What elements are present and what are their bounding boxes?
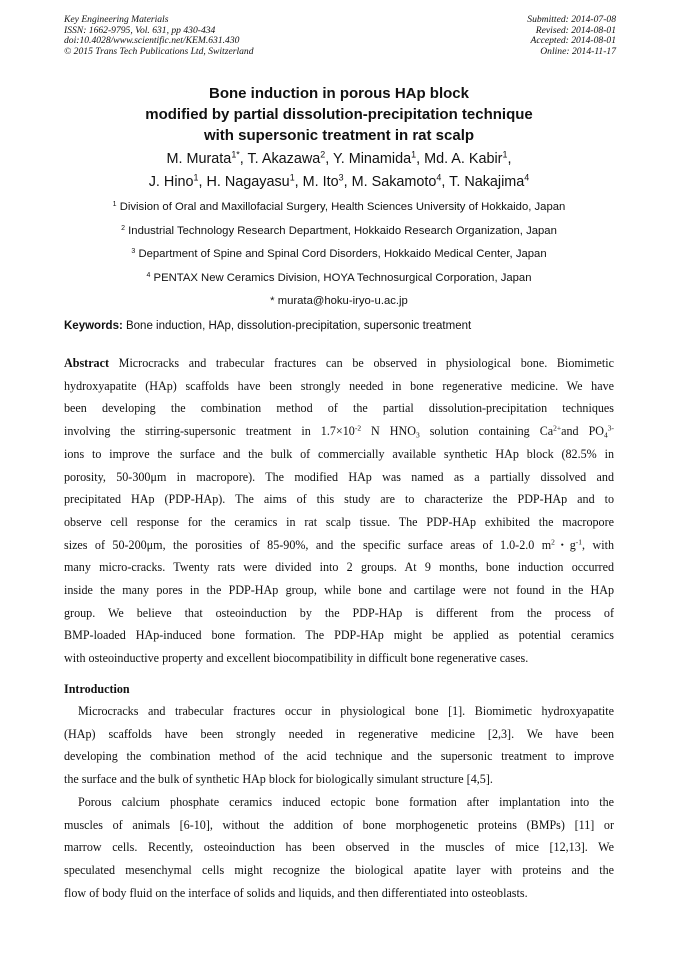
subscript: 4 — [604, 430, 608, 440]
author-name: M. Murata — [166, 151, 232, 167]
affiliation-text: Department of Spine and Spinal Cord Disorders, Hokkaido Medical Center, Japan — [138, 248, 547, 260]
abstract-text: and PO — [561, 424, 605, 439]
abstract-text: Microcracks and trabecular fractures can be observed in physiological bone. Biomimetic — [109, 356, 614, 370]
author-list — [0, 148, 678, 194]
paragraph-line: muscles of animals [6-10], without the addition of bone morphogenetic proteins (BMPs) [11] or — [64, 817, 614, 832]
keywords — [64, 318, 624, 334]
author-separator: , — [198, 174, 207, 190]
abstract-line — [64, 420, 614, 443]
subscript: 3 — [415, 430, 420, 440]
date-online: Online: 2014-11-17 — [540, 45, 616, 57]
title-line: modified by partial dissolution-precipitation technique — [145, 106, 533, 123]
exponent: 2 — [551, 537, 555, 547]
affiliation — [0, 196, 678, 220]
author-separator: , — [325, 151, 333, 167]
abstract-line: hydroxyapatite (HAp) scaffolds have been strongly needed in bone regenerative medicine. We have — [64, 378, 614, 393]
author-affil-mark: 4 — [436, 172, 442, 183]
abstract-line: group. We believe that osteoinduction by the PDP-HAp is different from the process of — [64, 605, 614, 620]
abstract-text: N HNO — [361, 424, 416, 439]
affiliation — [0, 267, 678, 291]
abstract-line: BMP-loaded HAp-induced bone formation. The PDP-HAp might be applied as potential ceramics — [64, 628, 614, 643]
affiliation-number: 1 — [112, 200, 117, 208]
paragraph-line: Porous calcium phosphate ceramics induced ectopic bone formation after implantation into the — [78, 794, 614, 809]
author-affil-mark: 3 — [338, 172, 344, 183]
author-separator: , — [507, 151, 512, 167]
paragraph-line: the surface and the bulk of synthetic HAp block for biologically simulant structure [4,5]. — [64, 772, 493, 787]
abstract-line: been developing the combination method of the partial dissolution-precipitation techniques — [64, 401, 614, 416]
author-separator: , — [441, 174, 450, 190]
author-separator: , — [294, 174, 303, 190]
paragraph-line: developing the combination method of the acid technique and the supersonic treatment to improve — [64, 749, 614, 764]
affiliation-number: 3 — [131, 247, 136, 255]
abstract-text: , with — [582, 537, 614, 552]
section-heading-introduction: Introduction — [64, 682, 130, 696]
author-name: T. Akazawa — [247, 151, 321, 167]
affiliation-number: 4 — [146, 271, 151, 279]
abstract-text: ･g — [554, 537, 576, 552]
author-affil-mark: 1 — [289, 172, 295, 183]
author-affil-mark: 2 — [320, 149, 326, 160]
author-affil-mark: 1 — [193, 172, 199, 183]
journal-issn: ISSN: 1662-9795, Vol. 631, pp 430-434 — [64, 24, 216, 36]
abstract-line — [64, 534, 614, 557]
author-name: Y. Minamida — [333, 151, 412, 167]
journal-copyright: © 2015 Trans Tech Publications Ltd, Switzerland — [64, 45, 254, 57]
abstract-line: ions to improve the surface and the bulk of commercially available synthetic HAp block (82.5% in — [64, 446, 614, 461]
affiliation-list — [0, 196, 678, 314]
author-name: T. Nakajima — [449, 174, 525, 190]
affiliation-number: 2 — [121, 224, 126, 232]
affiliation-text: Division of Oral and Maxillofacial Surgery, Health Sciences University of Hokkaido, Japan — [119, 201, 566, 213]
author-name: J. Hino — [148, 174, 194, 190]
author-separator: , — [343, 174, 352, 190]
affiliation — [0, 243, 678, 267]
date-submitted: Submitted: 2014-07-08 — [527, 14, 616, 25]
affiliation-text: Industrial Technology Research Department, Hokkaido Research Organization, Japan — [128, 224, 557, 237]
abstract-line: many micro-cracks. Twenty rats were divided into 2 groups. At 9 months, bone induction occurred — [64, 560, 614, 575]
date-revised: Revised: 2014-08-01 — [535, 24, 616, 36]
paragraph-line: speculated mesenchymal cells might recognize the biological apatite layer with proteins and the — [64, 862, 614, 877]
affiliation-text: PENTAX New Ceramics Division, HOYA Technosurgical Corporation, Japan — [153, 271, 532, 284]
author-affil-mark: 4 — [524, 172, 530, 183]
author-affil-mark: 1* — [231, 149, 240, 160]
abstract-line: porosity, 50-300μm in macropore). The modified HAp was named as a partially dissolved and — [64, 469, 614, 484]
author-separator: , — [416, 151, 425, 167]
abstract-line: with osteoinductive property and excellent biocompatibility in difficult bone regenerative cases. — [64, 651, 529, 666]
paragraph-line: flow of body fluid on the interface of solids and liquids, and then differentiated into osteoblasts. — [64, 885, 528, 900]
journal-info — [64, 15, 254, 57]
journal-name: Key Engineering Materials — [64, 14, 169, 25]
abstract-line — [64, 352, 614, 375]
date-accepted: Accepted: 2014-08-01 — [530, 35, 616, 47]
author-line — [0, 148, 678, 171]
paragraph-line: (HAp) scaffolds have been strongly needed in regenerative medicine [2,3]. We have been — [64, 726, 614, 741]
abstract-line: inside the many pores in the PDP-HAp group, while bone and cartilage were not found in the HAp — [64, 583, 614, 598]
author-affil-mark: 1 — [411, 149, 417, 160]
author-name: Md. A. Kabir — [424, 151, 503, 167]
paragraph-line: marrow cells. Recently, osteoinduction has been observed in the muscles of mice [12,13]. We — [64, 840, 614, 855]
paper-title — [0, 83, 678, 146]
author-name: M. Ito — [302, 174, 339, 190]
author-separator: , — [239, 151, 248, 167]
author-name: M. Sakamoto — [351, 174, 437, 190]
exponent: 3- — [607, 423, 615, 433]
title-line: Bone induction in porous HAp block — [209, 85, 469, 102]
author-affil-mark: 1 — [502, 149, 508, 160]
author-line — [0, 171, 678, 194]
abstract-label: Abstract — [64, 356, 110, 370]
abstract — [64, 352, 614, 670]
abstract-text: involving the stirring-supersonic treatment in 1.7×10 — [64, 424, 355, 439]
exponent: -2 — [354, 423, 362, 433]
exponent: -1 — [575, 537, 583, 547]
introduction-body — [64, 700, 614, 904]
affiliation — [0, 220, 678, 244]
author-name: H. Nagayasu — [206, 174, 290, 190]
keywords-text: Bone induction, HAp, dissolution-precipitation, supersonic treatment — [122, 320, 472, 332]
journal-doi: doi:10.4028/www.scientific.net/KEM.631.430 — [64, 35, 240, 47]
paragraph-line: Microcracks and trabecular fractures occur in physiological bone [1]. Biomimetic hydroxyapatite — [78, 704, 614, 718]
exponent: 2+ — [553, 423, 562, 433]
abstract-line: precipitated HAp (PDP-HAp). The aims of this study are to characterize the PDP-HAp and to — [64, 492, 614, 507]
keywords-label: Keywords: — [64, 320, 123, 332]
abstract-text: sizes of 50-200μm, the porosities of 85-90%, and the specific surface areas of 1.0-2.0 m — [64, 537, 552, 552]
title-line: with supersonic treatment in rat scalp — [203, 127, 475, 144]
abstract-text: solution containing Ca — [419, 424, 554, 439]
publication-dates — [527, 15, 616, 57]
corresponding-email[interactable]: * murata@hoku-iryo-u.ac.jp — [270, 295, 408, 307]
abstract-line: observe cell response for the ceramics in rat scalp tissue. The PDP-HAp exhibited the macropore — [64, 514, 614, 529]
